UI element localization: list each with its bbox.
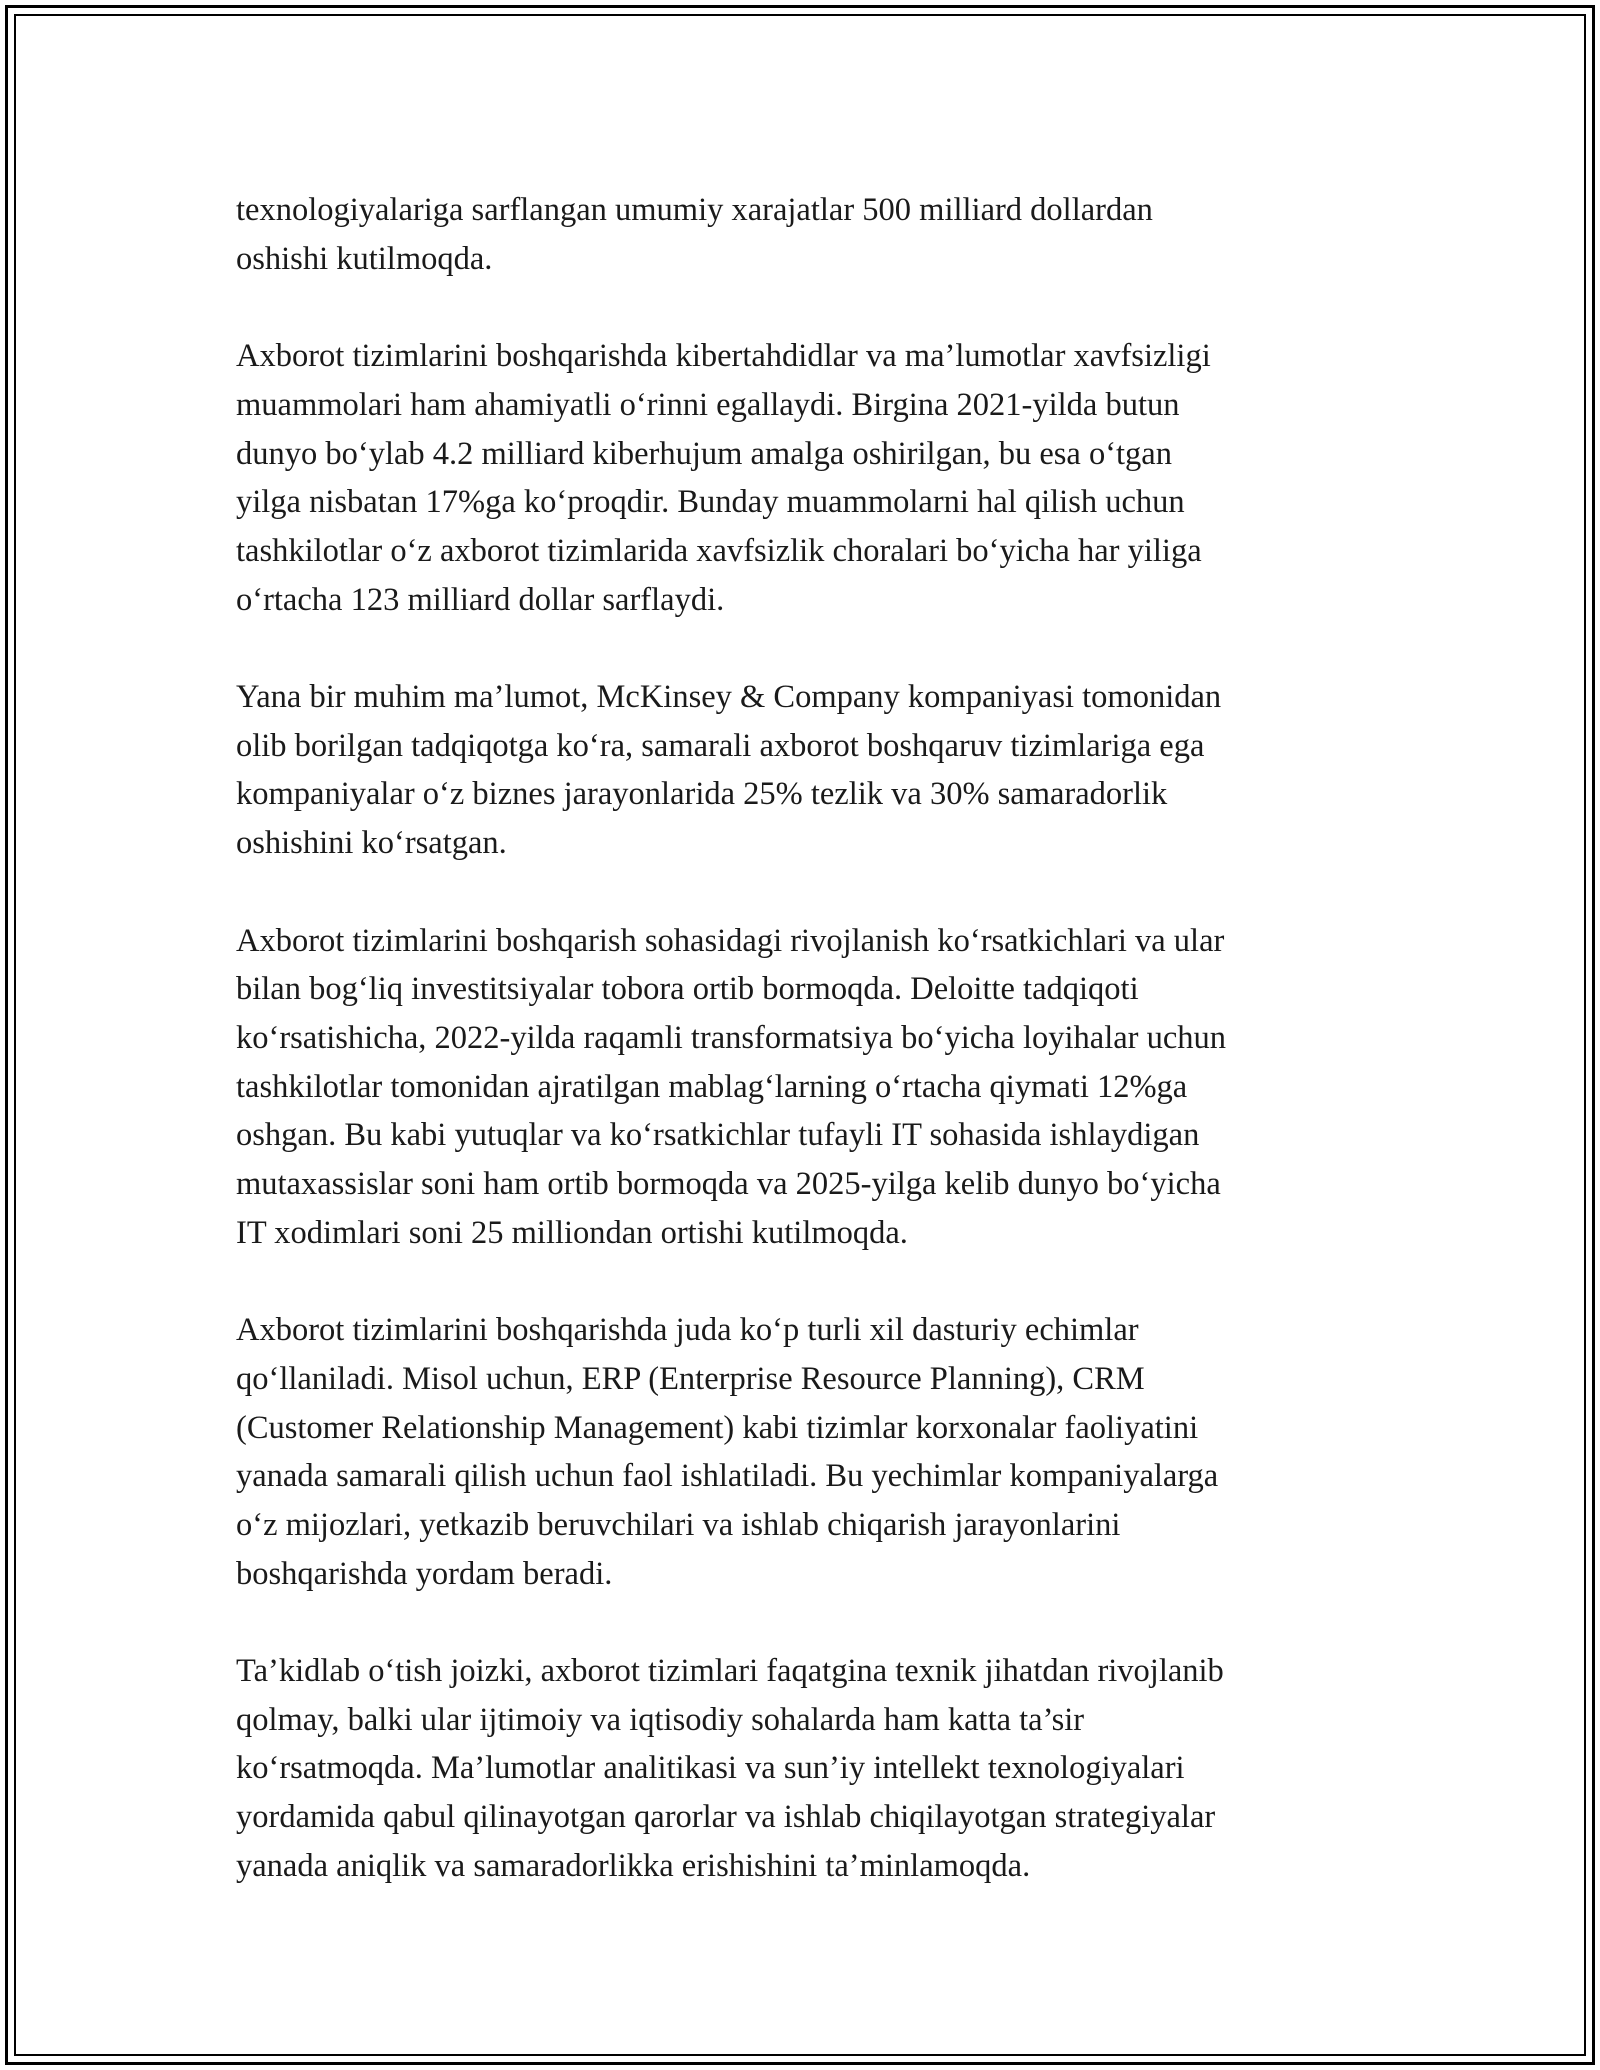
paragraph-5: Axborot tizimlarini boshqarishda juda ko‘p turli xil dasturiy echimlar qo‘llaniladi. Misol uchun, ERP (Enterprise Resource Planning), CRM (Customer Relationship Management) kabi tizimlar korxonalar faoliyatini yanada samarali qilish uchun faol ishlatiladi. Bu yechimlar kompaniyalarga o‘z mijozlari, yetkazib beruvchilari va ishlab chiqarish jarayonlarini boshqarishda yordam beradi. <box>236 1312 1219 1592</box>
paragraph-2: Axborot tizimlarini boshqarishda kibertahdidlar va ma’lumotlar xavfsizligi muammolari ham ahamiyatli o‘rinni egallaydi. Birgina 2021-yilda butun dunyo bo‘ylab 4.2 milliard kiberhujum amalga oshirilgan, bu esa o‘tgan yilga nisbatan 17%ga ko‘proqdir. Bunday muammolarni hal qilish uchun tashkilotlar o‘z axborot tizimlarida xavfsizlik choralari bo‘yicha har yiliga o‘rtacha 123 milliard dollar sarflaydi. <box>236 338 1211 618</box>
paragraph-4: Axborot tizimlarini boshqarish sohasidagi rivojlanish ko‘rsatkichlari va ular bilan bog‘liq investitsiyalar tobora ortib bormoqda. Deloitte tadqiqoti ko‘rsatishicha, 2022-yilda raqamli transformatsiya bo‘yicha loyihalar uchun tashkilotlar tomonidan ajratilgan mablag‘larning o‘rtacha qiymati 12%ga oshgan. Bu kabi yutuqlar va ko‘rsatkichlar tufayli IT sohasida ishlaydigan mutaxassislar soni ham ortib bormoqda va 2025-yilga kelib dunyo bo‘yicha IT xodimlari soni 25 milliondan ortishi kutilmoqda. <box>236 922 1227 1251</box>
paragraph-6: Ta’kidlab o‘tish joizki, axborot tizimlari faqatgina texnik jihatdan rivojlanib qolmay, balki ular ijtimoiy va iqtisodiy sohalarda ham katta ta’sir ko‘rsatmoqda. Ma’lumotlar analitikasi va sun’iy intellekt texnologiyalari yordamida qabul qilinayotgan qarorlar va ishlab chiqilayotgan strategiyalar yanada aniqlik va samaradorlikka erishishini ta’minlamoqda. <box>236 1653 1224 1884</box>
paragraph-3: Yana bir muhim ma’lumot, McKinsey & Company kompaniyasi tomonidan olib borilgan tadqiqotga ko‘ra, samarali axborot boshqaruv tizimlariga ega kompaniyalar o‘z biznes jarayonlarida 25% tezlik va 30% samaradorlik oshishini ko‘rsatgan. <box>236 679 1222 862</box>
paragraph-1: texnologiyalariga sarflangan umumiy xarajatlar 500 milliard dollardan oshishi kutilmoqda. <box>236 192 1153 277</box>
document-body <box>236 186 1386 1891</box>
